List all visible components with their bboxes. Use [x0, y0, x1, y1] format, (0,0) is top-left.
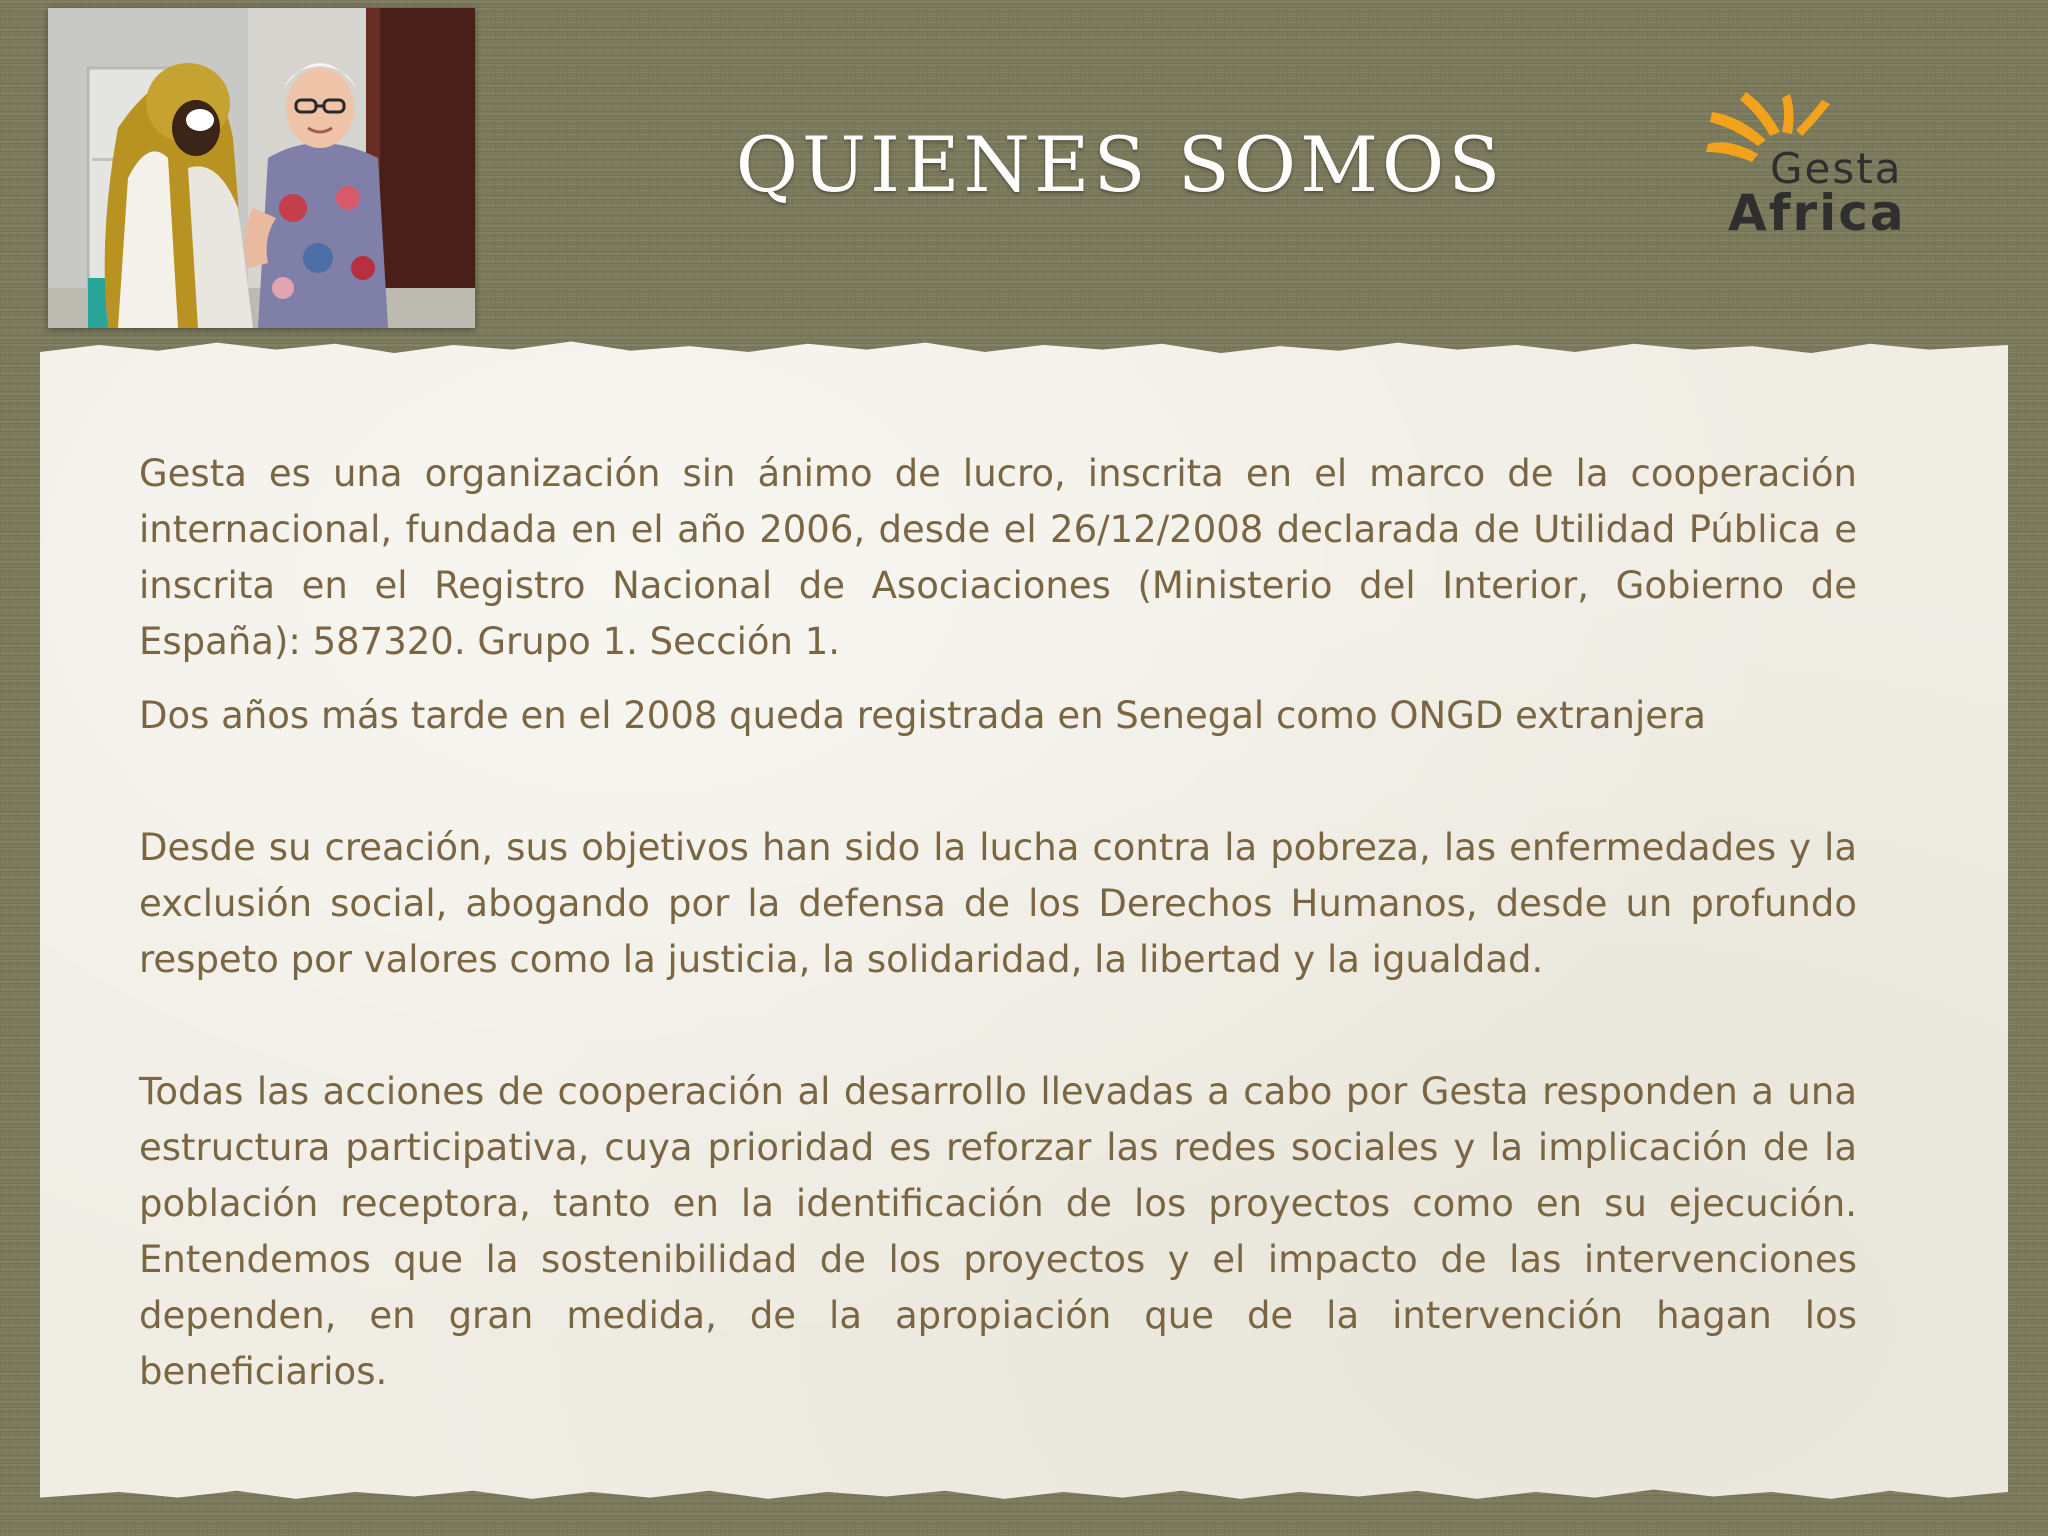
logo-text-gesta: Gesta [1770, 144, 1903, 193]
paragraph-senegal: Dos años más tarde en el 2008 queda registrada en Senegal como ONGD extranjera [139, 694, 1706, 737]
paragraph-organization: Gesta es una organización sin ánimo de lucro, inscrita en el marco de la cooperación internacional, fundada en el año 2006, desde el 26/12/2008 declarada de Utilidad Pública e inscrita en el Registro Nacional de Asociaciones (Ministerio del Interior, Gobierno de España): 587320. Grupo 1. Sección 1. [139, 452, 1857, 663]
content-body [139, 446, 1857, 1400]
paragraph-actions: Todas las acciones de cooperación al desarrollo llevadas a cabo por Gesta responden a una estructura participativa, cuya prioridad es reforzar las redes sociales y la implicación de la población receptora, tanto en la identificación de los proyectos como en su ejecución. Entendemos que la sostenibilidad de los proyectos y el impacto de las intervenciones dependen, en gran medida, de la apropiación que de la intervención hagan los beneficiarios. [139, 1070, 1857, 1393]
logo-text-africa: Africa [1728, 184, 1906, 242]
paragraph-objectives: Desde su creación, sus objetivos han sido la lucha contra la pobreza, las enfermedades y la exclusión social, abogando por la defensa de los Derechos Humanos, desde un profundo respeto por valores como la justicia, la solidaridad, la libertad y la igualdad. [139, 826, 1857, 981]
header-photo [48, 8, 475, 328]
gesta-africa-logo [1700, 92, 1940, 252]
slide-title: QUIENES SOMOS [735, 120, 1505, 209]
photo-two-women-icon [48, 8, 475, 328]
